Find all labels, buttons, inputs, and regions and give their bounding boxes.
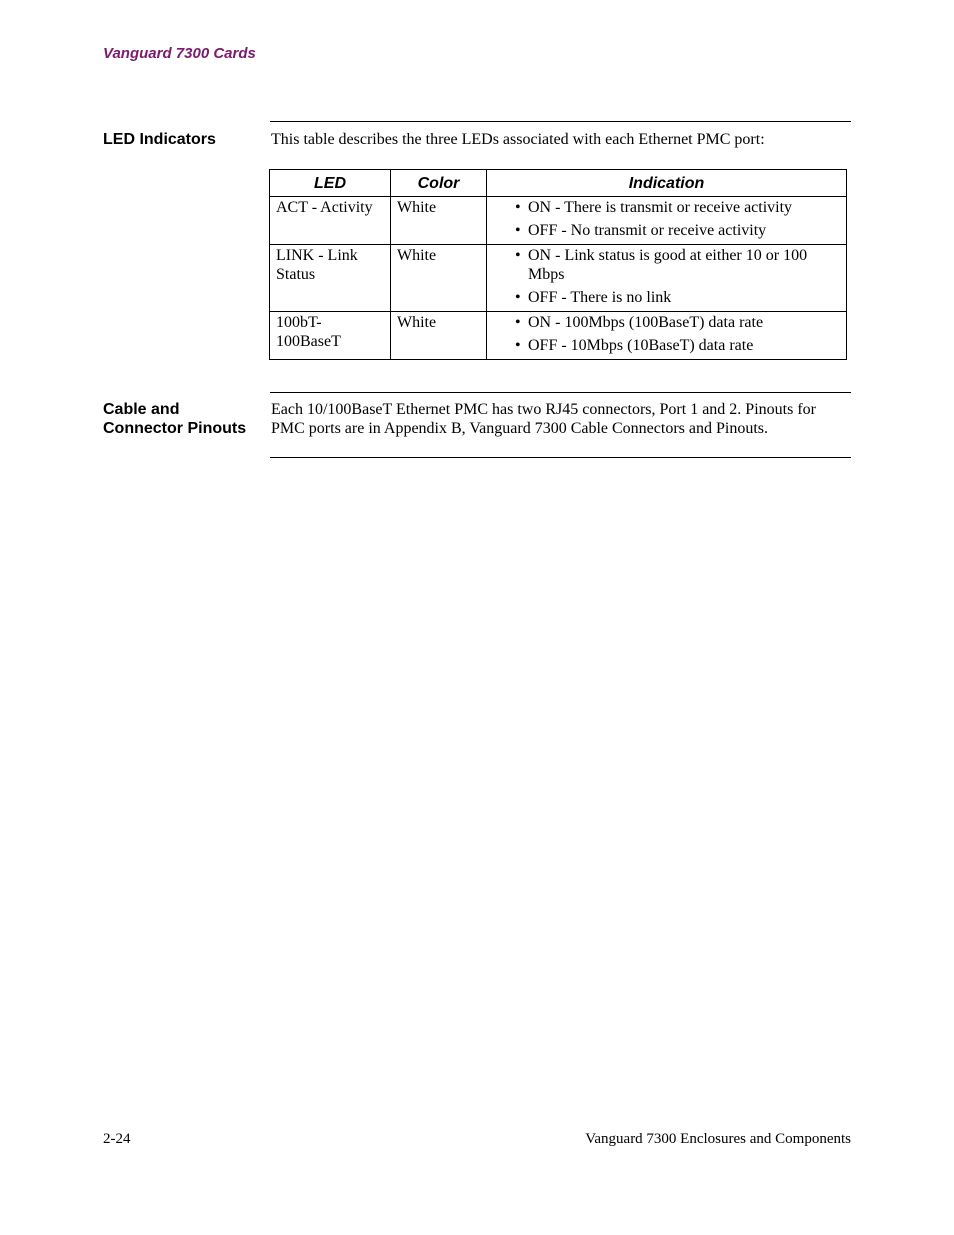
led-intro-text: This table describes the three LEDs associated with each Ethernet PMC port: [271,131,765,148]
table-row [270,312,847,360]
indication-item: • ON - There is transmit or receive activity [515,198,841,217]
section-rule-bottom [270,457,851,458]
cable-pinouts-heading [103,400,246,438]
led-name-cell: 100bT-100BaseT [270,312,391,360]
column-header-led: LED [270,170,391,197]
indication-item: • OFF - 10Mbps (10BaseT) data rate [515,336,841,355]
page-number: 2-24 [103,1131,131,1147]
led-indicators-heading: LED Indicators [103,131,216,148]
indication-item: • ON - 100Mbps (100BaseT) data rate [515,313,841,332]
indication-item: • OFF - There is no link [515,288,841,307]
column-header-color: Color [391,170,487,197]
led-indication-cell [487,312,847,360]
column-header-indication: Indication [487,170,847,197]
led-indication-cell [487,197,847,245]
led-color-cell: White [391,312,487,360]
cable-heading-line-1: Cable and [103,401,180,418]
led-table [269,169,847,360]
table-row [270,197,847,245]
led-table-header-row [270,170,847,197]
cable-heading-line-2: Connector Pinouts [103,420,247,437]
cable-body-text: Each 10/100BaseT Ethernet PMC has two RJ45 connectors, Port 1 and 2. Pinouts for PMC ports are in Appendix B, Vanguard 7300 Cable Connectors and Pinouts. [271,401,816,437]
indication-item: • OFF - No transmit or receive activity [515,221,841,240]
led-indication-cell [487,245,847,312]
indication-item: • ON - Link status is good at either 10 or 100 Mbps [515,246,841,284]
led-color-cell: White [391,197,487,245]
footer-book-title: Vanguard 7300 Enclosures and Components [585,1131,851,1147]
section-rule-top [270,121,851,122]
section-rule-middle [270,392,851,393]
table-row [270,245,847,312]
running-header-title: Vanguard 7300 Cards [103,45,256,62]
led-name-cell: LINK - Link Status [270,245,391,312]
led-color-cell: White [391,245,487,312]
led-name-cell: ACT - Activity [270,197,391,245]
